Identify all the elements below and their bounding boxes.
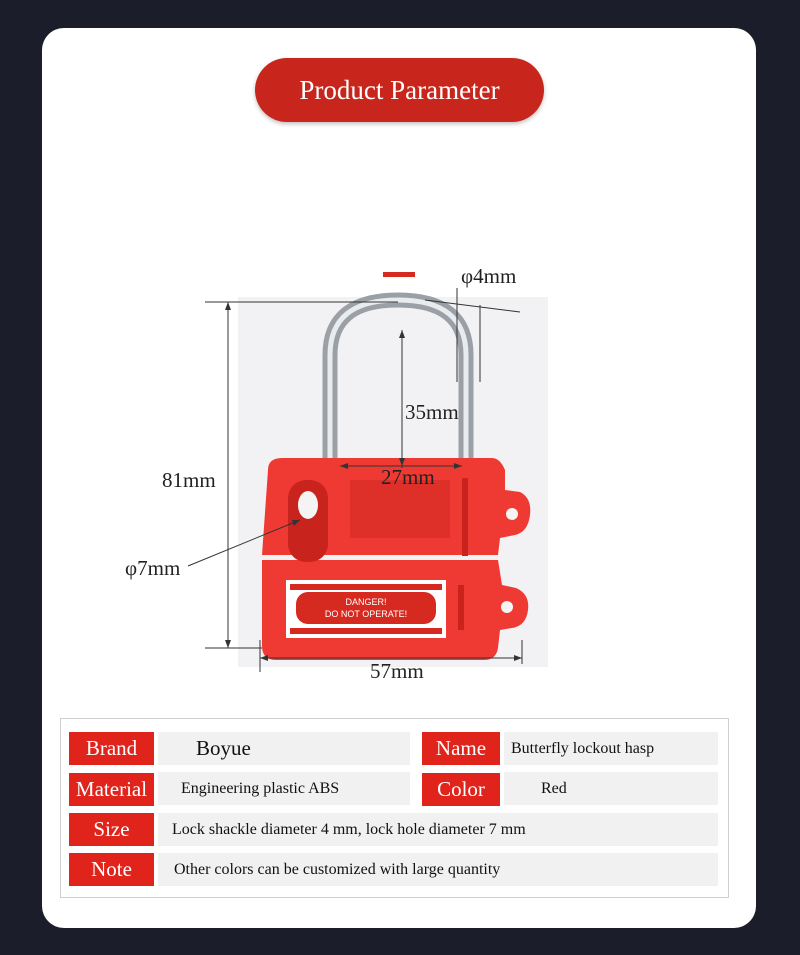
dim-total-width: 57mm <box>370 659 424 683</box>
lock-hole <box>298 491 318 519</box>
dim-total-height: 81mm <box>162 468 216 492</box>
dim-shackle-diameter: φ4mm <box>461 264 517 288</box>
dim-inner-width: 27mm <box>381 465 435 489</box>
tag-line1: DANGER! <box>345 597 387 607</box>
size-value: Lock shackle diameter 4 mm, lock hole diameter 7 mm <box>158 813 718 846</box>
note-value: Other colors can be customized with large quantity <box>158 853 718 886</box>
pin-lower <box>458 585 464 630</box>
color-value: Red <box>504 772 718 805</box>
pin-upper <box>462 478 468 556</box>
name-value: Butterfly lockout hasp <box>504 732 718 765</box>
red-mark <box>383 272 415 277</box>
size-label: Size <box>69 813 154 846</box>
dim-shackle-height: 35mm <box>405 400 459 424</box>
name-label: Name <box>422 732 500 765</box>
section-title: Product Parameter <box>299 74 500 105</box>
lower-ear-hole <box>501 601 513 613</box>
tag-line2: DO NOT OPERATE! <box>324 609 408 619</box>
material-label: Material <box>69 773 154 806</box>
dim-hole-diameter: φ7mm <box>125 556 181 580</box>
upper-ear-hole <box>506 508 518 520</box>
brand-label: Brand <box>69 732 154 765</box>
color-label: Color <box>422 773 500 806</box>
note-label: Note <box>69 853 154 886</box>
material-value: Engineering plastic ABS <box>158 772 410 805</box>
brand-value: Boyue <box>158 732 410 765</box>
